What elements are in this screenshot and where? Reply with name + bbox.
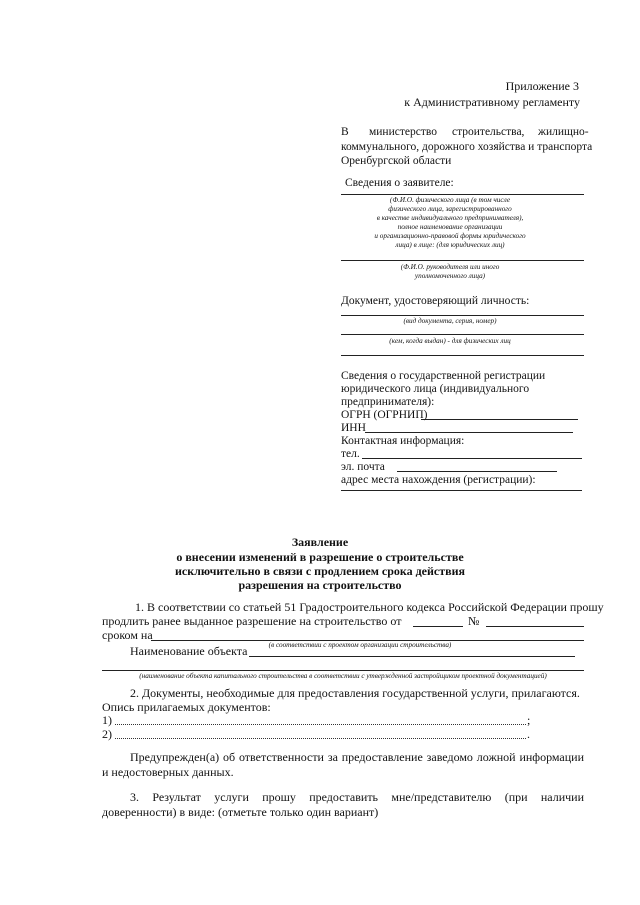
liability-warning: Предупрежден(а) об ответственности за предоставление заведомо ложной информации и недостоверных данных. <box>102 750 584 779</box>
email-label: эл. почта <box>341 461 385 473</box>
attachment-item-2-field[interactable] <box>115 738 526 739</box>
address-field[interactable] <box>341 490 582 491</box>
applicant-name-line <box>341 194 584 195</box>
caption-person-4: полное наименование организации <box>397 223 503 231</box>
id-extra-line <box>341 355 584 356</box>
applicant-head-line <box>341 260 584 261</box>
paragraph-1-line1: 1. В соответствии со статьей 51 Градостроительного кодекса Российской Федерации прошу <box>135 600 604 614</box>
inn-field[interactable] <box>365 432 573 433</box>
caption-head-2: уполномоченного лица) <box>414 272 486 280</box>
caption-issued: (кем, когда выдан) - для физических лиц <box>389 337 511 345</box>
addressee-word-housing: жилищно- <box>538 126 589 138</box>
caption-object: (наименование объекта капитального строительства в соответствии с утвержденной застройщиком проектной документацией) <box>139 672 547 680</box>
doc-title-line2: о внесении изменений в разрешение о строительстве <box>176 550 464 564</box>
caption-document: (вид документа, серия, номер) <box>403 317 497 325</box>
appendix-reference: к Административному регламенту <box>404 95 580 109</box>
attachment-item-2-number: 2) <box>102 727 112 741</box>
id-document-label: Документ, удостоверяющий личность: <box>341 295 530 307</box>
id-document-line <box>341 315 584 316</box>
ogrn-label: ОГРН (ОГРНИП) <box>341 409 428 421</box>
doc-title-line3: исключительно в связи с продлением срока действия <box>174 564 466 578</box>
term-label: сроком на <box>102 628 153 642</box>
paragraph-3: 3. Результат услуги прошу предоставить мне/представителю (при наличии доверенности) в виде: (отметьте только один вариант) <box>102 790 584 819</box>
doc-title: Заявление <box>291 535 349 549</box>
doc-title-line4: разрешения на строительство <box>238 578 402 592</box>
attachment-item-1-number: 1) <box>102 713 112 727</box>
addressee-word-v: В <box>341 126 349 138</box>
addressee-word-construction: строительства, <box>452 126 525 138</box>
addressee-line3: Оренбургской области <box>341 155 452 167</box>
registration-line-1: Сведения о государственной регистрации <box>341 370 546 382</box>
permit-date-field[interactable] <box>413 626 463 627</box>
attachment-item-2-end: . <box>527 727 530 741</box>
permit-number-sign: № <box>468 614 480 628</box>
addressee-line2: коммунального, дорожного хозяйства и транспорта <box>341 141 593 153</box>
object-field-line2[interactable] <box>102 670 584 671</box>
registration-line-3: предпринимателя): <box>341 396 435 408</box>
paragraph-1-line2: продлить ранее выданное разрешение на строительство от <box>102 614 402 628</box>
addressee-word-ministry: министерство <box>369 126 437 138</box>
attachment-item-1-end: ; <box>527 713 531 727</box>
paragraph-2-line2: Опись прилагаемых документов: <box>102 700 271 714</box>
paragraph-2-line1: 2. Документы, необходимые для предоставления государственной услуги, прилагаются. <box>130 686 580 700</box>
inn-label: ИНН <box>341 422 366 434</box>
caption-person-5: и организационно-правовой формы юридического <box>374 232 526 240</box>
address-label: адрес места нахождения (регистрации): <box>341 474 536 486</box>
attachment-item-1-field[interactable] <box>115 724 526 725</box>
caption-person-3: в качестве индивидуального предпринимателя), <box>376 214 524 222</box>
email-field[interactable] <box>397 471 557 472</box>
id-issued-line <box>341 334 584 335</box>
caption-person-1: (Ф.И.О. физического лица (в том числе <box>389 196 511 204</box>
phone-label: тел. <box>341 448 360 460</box>
object-field[interactable] <box>249 656 575 657</box>
applicant-heading: Сведения о заявителе: <box>345 177 454 189</box>
object-label: Наименование объекта <box>130 644 248 658</box>
appendix-number: Приложение 3 <box>505 79 579 93</box>
phone-field[interactable] <box>362 458 582 459</box>
caption-person-2: физического лица, зарегистрированного <box>388 205 512 213</box>
caption-person-6: лица) в лице: (для юридических лиц) <box>395 241 505 249</box>
caption-head-1: (Ф.И.О. руководителя или иного <box>400 263 500 271</box>
ogrn-field[interactable] <box>421 419 578 420</box>
caption-term: (в соответствии с проектом организации строительства) <box>268 641 452 649</box>
permit-number-field[interactable] <box>486 626 584 627</box>
registration-line-2: юридического лица (индивидуального <box>341 383 530 395</box>
contact-label: Контактная информация: <box>341 435 465 447</box>
